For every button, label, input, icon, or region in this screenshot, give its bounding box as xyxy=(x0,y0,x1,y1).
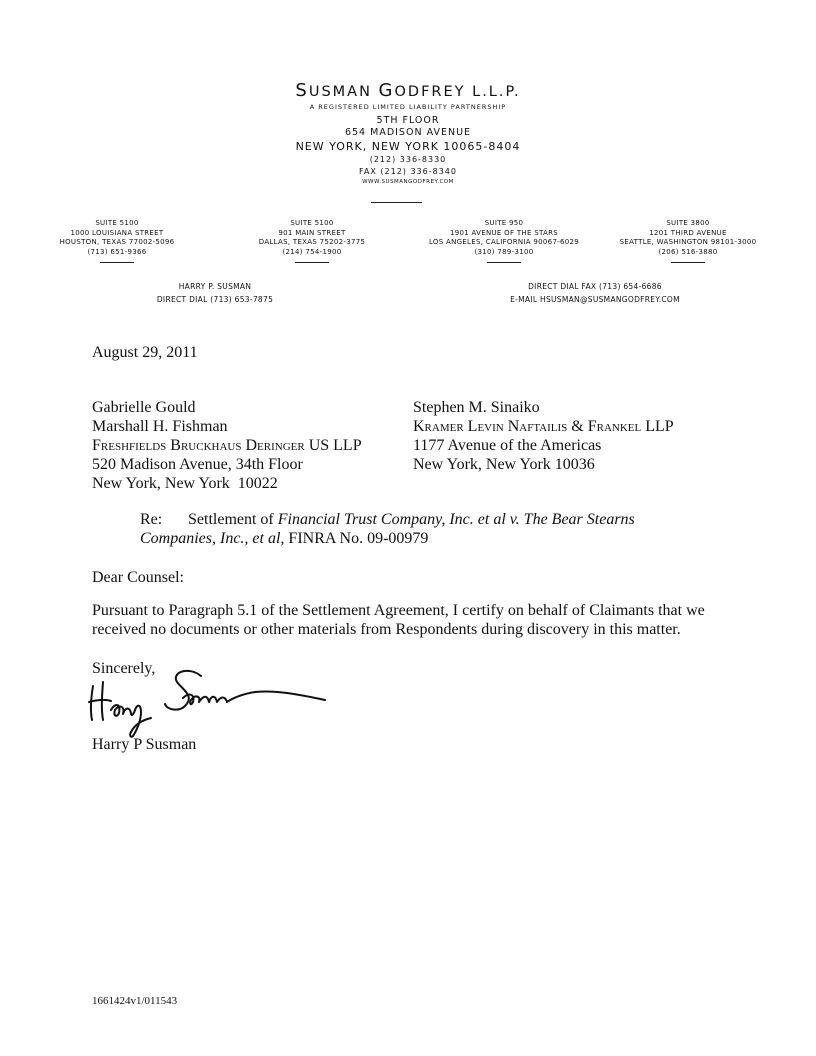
firm-name-rest-2: ODFREY xyxy=(394,84,466,100)
recipient-name: Stephen M. Sinaiko xyxy=(413,399,540,416)
firm-name-rest-1: USMAN xyxy=(308,84,372,100)
office-suite: SUITE 5100 xyxy=(95,219,139,227)
firm-name-initial-1: S xyxy=(295,80,309,101)
signer-name: Harry P Susman xyxy=(92,736,197,753)
office-city: SEATTLE, WASHINGTON 98101-3000 xyxy=(619,238,757,246)
office-dallas xyxy=(212,219,412,263)
office-street: 901 MAIN STREET xyxy=(278,228,346,237)
re-line xyxy=(140,510,660,548)
firm-name-initial-2: G xyxy=(378,80,395,101)
firm-phone: (212) 336-8330 xyxy=(369,155,447,164)
office-city: LOS ANGELES, CALIFORNIA 90067-6029 xyxy=(428,238,580,246)
handwritten-signature xyxy=(85,658,330,740)
sender-info-right xyxy=(480,280,710,306)
firm-fax: FAX (212) 336-8340 xyxy=(359,167,457,176)
llp-line: A REGISTERED LIMITED LIABILITY PARTNERSHIP xyxy=(309,103,507,111)
firm-website: WWW.SUSMANGODFREY.COM xyxy=(362,179,454,185)
letter-date: August 29, 2011 xyxy=(92,344,198,361)
case-name-line-2: Companies, Inc., et al, xyxy=(140,530,285,547)
recipient-address: 520 Madison Avenue, 34th Floor xyxy=(92,456,303,473)
recipient-block-left xyxy=(92,398,392,493)
office-suite: SUITE 950 xyxy=(484,219,524,227)
recipient-name: Gabrielle Gould xyxy=(92,399,196,416)
recipient-firm: Kramer Levin Naftailis & Frankel LLP xyxy=(413,418,674,435)
sender-direct-fax: DIRECT DIAL FAX (713) 654-6686 xyxy=(528,282,662,291)
sender-info-left xyxy=(115,280,315,306)
document-id: 1661424v1/011543 xyxy=(92,995,178,1007)
office-houston xyxy=(17,219,217,263)
re-prefix: Settlement of xyxy=(188,511,278,528)
recipient-name: Marshall H. Fishman xyxy=(92,418,228,435)
sender-direct-dial: DIRECT DIAL (713) 653-7875 xyxy=(156,295,274,304)
firm-floor: 5TH FLOOR xyxy=(376,115,440,126)
recipient-firm: Freshfields Bruckhaus Deringer US LLP xyxy=(92,437,362,454)
office-divider xyxy=(295,262,329,263)
office-divider xyxy=(671,262,705,263)
office-suite: SUITE 5100 xyxy=(290,219,334,227)
case-name-line-1: Financial Trust Company, Inc. et al v. The Bear Stearns xyxy=(277,511,635,528)
office-city: DALLAS, TEXAS 75202-3775 xyxy=(258,238,366,246)
recipient-block-right xyxy=(413,398,743,474)
office-phone: (713) 651-9366 xyxy=(87,247,147,256)
office-divider xyxy=(487,262,521,263)
recipient-city: New York, New York 10022 xyxy=(92,475,278,492)
closing: Sincerely, xyxy=(92,660,156,677)
firm-name xyxy=(0,80,816,101)
office-divider xyxy=(100,262,134,263)
office-phone: (206) 516-3880 xyxy=(658,247,718,256)
office-city: HOUSTON, TEXAS 77002-5096 xyxy=(59,238,175,246)
letterhead-divider xyxy=(371,202,422,203)
firm-name-suffix: L.L.P. xyxy=(472,84,521,100)
firm-street: 654 MADISON AVENUE xyxy=(344,127,472,138)
firm-city: NEW YORK, NEW YORK 10065-8404 xyxy=(295,140,521,153)
sender-email: E-MAIL HSUSMAN@SUSMANGODFREY.COM xyxy=(510,295,680,304)
office-phone: (214) 754-1900 xyxy=(282,247,342,256)
office-street: 1901 AVENUE OF THE STARS xyxy=(449,228,559,237)
sender-name: HARRY P. SUSMAN xyxy=(178,282,252,291)
office-street: 1201 THIRD AVENUE xyxy=(649,228,727,237)
salutation: Dear Counsel: xyxy=(92,569,184,586)
office-los-angeles xyxy=(404,219,604,263)
office-phone: (310) 789-3100 xyxy=(474,247,534,256)
office-street: 1000 LOUISIANA STREET xyxy=(70,228,164,237)
office-suite: SUITE 3800 xyxy=(666,219,710,227)
office-seattle xyxy=(588,219,788,263)
recipient-address: 1177 Avenue of the Americas xyxy=(413,437,602,454)
recipient-city: New York, New York 10036 xyxy=(413,456,595,473)
re-label: Re: xyxy=(140,511,163,528)
body-paragraph: Pursuant to Paragraph 5.1 of the Settlement Agreement, I certify on behalf of Claimants that we received no documents or other materials from Respondents during discovery in this matter. xyxy=(92,602,705,638)
finra-number: FINRA No. 09-00979 xyxy=(284,530,429,547)
